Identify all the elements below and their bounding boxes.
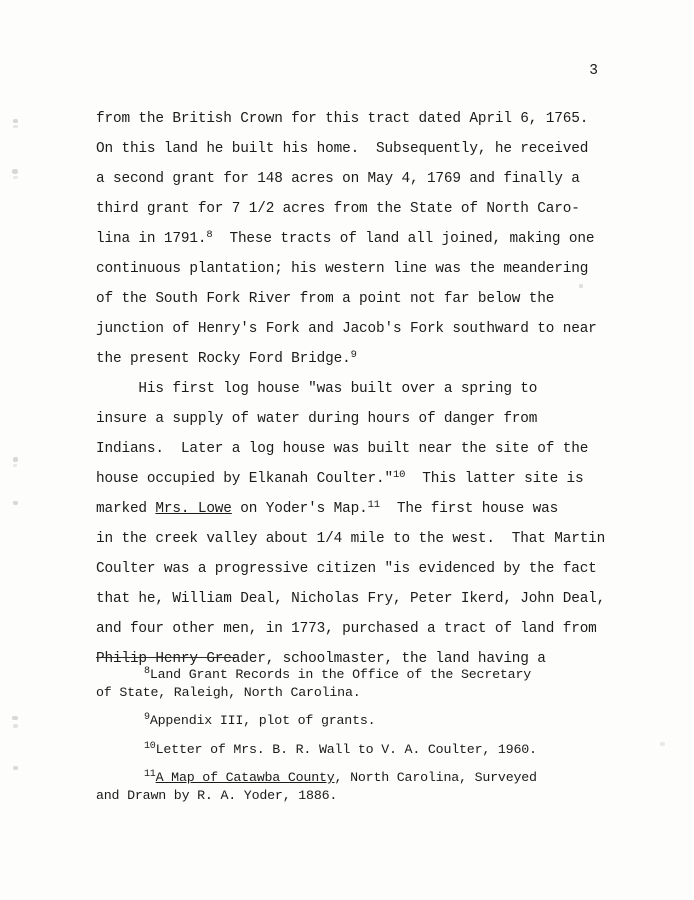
scan-artifact-speckle [13,119,18,123]
body-line: third grant for 7 1/2 acres from the State of North Caro- [96,201,580,217]
footnote-text: Appendix III, plot of grants. [149,713,376,728]
footnote-line: of State, Raleigh, North Carolina. [96,684,361,700]
body-line-text-continued: This latter site is [405,471,584,487]
scan-artifact-speckle [13,457,18,462]
body-line: in the creek valley about 1/4 mile to the west. That Martin [96,531,606,547]
footnote-section [96,666,602,804]
body-line-text-continued: These tracts of land all joined, making one [212,231,595,247]
scan-artifact-speckle [13,766,18,770]
footnote-text: Land Grant Records in the Office of the Secretary [149,667,532,682]
footnote-reference-10: 10 [393,469,406,481]
body-line: junction of Henry's Fork and Jacob's Fork southward to near [96,321,597,337]
footnote-10 [96,741,602,759]
scan-artifact-speckle [13,464,17,467]
scan-artifact-speckle [13,125,18,128]
footnote-line [96,741,602,759]
body-line: continuous plantation; his western line was the meandering [96,261,589,277]
footnote-separator-rule [96,657,236,658]
body-line-text: the present Rocky Ford Bridge. [96,351,351,367]
footnote-reference-9: 9 [350,349,357,361]
scan-artifact-speckle [660,742,665,746]
body-line: Philip Henry Greader, schoolmaster, the land having a [96,651,546,667]
body-line: from the British Crown for this tract dated April 6, 1765. [96,111,589,127]
footnote-8 [96,666,602,701]
body-line-text-continued: on Yoder's Map. [231,501,368,517]
footnote-line: and Drawn by R. A. Yoder, 1886. [96,787,338,803]
body-line-with-footnote-ref [96,464,602,494]
scan-artifact-speckle [13,501,18,505]
footnote-marker-11: 11 [144,769,156,780]
body-line-paragraph-start: His first log house "was built over a spring to [96,381,538,397]
footnote-line [96,712,602,730]
scan-artifact-speckle [12,169,18,174]
body-line-with-footnote-ref [96,224,602,254]
scan-artifact-speckle [13,724,18,728]
footnote-reference-8: 8 [206,229,213,241]
body-line: Indians. Later a log house was built near the site of the [96,441,589,457]
body-line: Coulter was a progressive citizen "is evidenced by the fact [96,561,597,577]
underlined-work-title: A Map of Catawba County [155,770,335,785]
footnote-marker-10: 10 [144,740,156,752]
scan-artifact-speckle [12,716,18,720]
footnote-line [96,666,602,684]
body-line-text: lina in 1791. [96,231,207,247]
underlined-map-label: Mrs. Lowe [155,501,232,517]
body-line: On this land he built his home. Subsequently, he received [96,141,589,157]
footnote-reference-11: 11 [367,499,380,511]
page-number: 3 [589,63,598,79]
footnote-text: , North Carolina, Surveyed [334,770,537,785]
footnote-line [96,769,602,787]
body-line: insure a supply of water during hours of danger from [96,411,538,427]
body-line: a second grant for 148 acres on May 4, 1769 and finally a [96,171,580,187]
footnote-marker-8: 8 [144,666,150,677]
body-line: and four other men, in 1773, purchased a tract of land from [96,621,597,637]
footnote-9 [96,712,602,730]
body-line-text-continued: The first house was [379,501,559,517]
body-line-with-footnote-ref [96,494,602,524]
body-line: that he, William Deal, Nicholas Fry, Peter Ikerd, John Deal, [96,591,606,607]
body-line-text: marked [96,501,156,517]
body-line-with-footnote-ref [96,344,602,374]
footnote-marker-9: 9 [144,712,150,723]
body-line: of the South Fork River from a point not far below the [96,291,555,307]
body-text [96,104,606,674]
scan-artifact-speckle [13,176,18,179]
footnote-11 [96,769,602,804]
body-line-text: house occupied by Elkanah Coulter." [96,471,394,487]
footnote-text: Letter of Mrs. B. R. Wall to V. A. Coulter, 1960. [155,741,537,757]
